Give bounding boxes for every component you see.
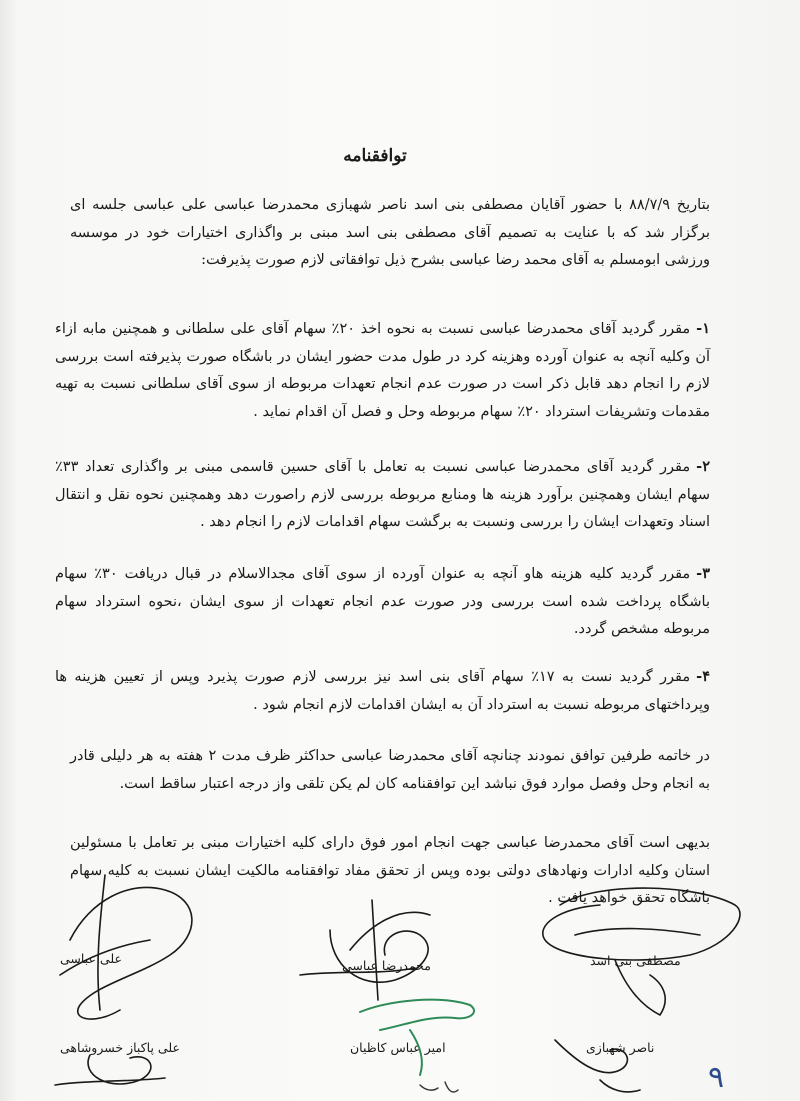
clause-3 <box>55 560 710 644</box>
clause-text: مقرر گردید نست به ۱۷٪ سهام آقای بنی اسد نیز بررسی لازم صورت پذیرد وپس از تعیین هزینه ها وپرداختهای مربوطه نسبت به استرداد آن به ایشان اقدامات لازم انجام شود . <box>55 669 710 713</box>
closing-paragraph-1: در خاتمه طرفین توافق نمودند چنانچه آقای محمدرضا عباسی حداکثر ظرف مدت ۲ هفته به هر دلیلی قادر به انجام وحل وفصل موارد فوق نباشد این توافقنامه کان لم یکن تلقی واز درجه اعتبار ساقط است. <box>70 748 711 792</box>
signature-label-naser-shahbazi: ناصر شهبازی <box>586 1040 655 1055</box>
clause-text: مقرر گردید کلیه هزینه هاو آنچه به عنوان آورده از سوی آقای مجدالاسلام در قبال دریافت ۳۰٪ سهام باشگاه پرداخت شده است بررسی ودر صورت عدم انجام تعهدات از سوی ایشان ،نحوه استرداد سهام مربوطه مشخص گردد. <box>55 566 710 637</box>
signature-label-bani-asad: مصطفی بنی اسد <box>590 953 681 968</box>
clause-text: مقرر گردید آقای محمدرضا عباسی نسبت به تعامل با آقای حسین قاسمی مبنی بر واگذاری تعداد ۳۳٪ سهام ایشان وهمچنین برآورد هزینه ها ومنابع مربوطه بررسی لازم راصورت دهد وهمچنین نحوه نقل و انتقال اسناد وتعهدات ایشان را بررسی ونسبت به برگشت سهام اقدامات لازم را انجام دهد . <box>55 459 710 530</box>
document-title: توافقنامه <box>343 146 407 166</box>
closing-paragraph-2: بدیهی است آقای محمدرضا عباسی جهت انجام امور فوق دارای کلیه اختیارات مبنی بر تعامل با مسئولین استان وکلیه ادارات ونهادهای دولتی بوده وپس از تحقق مفاد توافقنامه مالکیت ایشان نسبت به کلیه سهام باشگاه تحقق خواهد یافت . <box>70 835 710 906</box>
signature-label-ali-pakbaz: علی پاکباز خسروشاهی <box>60 1040 180 1055</box>
clause-1 <box>55 315 710 426</box>
clause-number: ۴- <box>696 668 710 685</box>
clause-text: مقرر گردید آقای محمدرضا عباسی نسبت به نحوه اخذ ۲۰٪ سهام آقای علی سلطانی و همچنین مابه ازاء آن وکلیه آنچه به عنوان آورده وهزینه کرد در طول مدت حضور ایشان در باشگاه صورت پذیرفته است بررسی لازم را انجام دهد قابل ذکر است در صورت عدم انجام تعهدات مربوطه از سوی آقای سلطانی نسبت به تهیه مقدمات وتشریفات استرداد ۲۰٪ سهام مربوطه وحل و فصل آن اقدام نماید . <box>55 321 710 420</box>
clause-number: ۱- <box>696 320 710 337</box>
signature-label-ali-abbasi: علی عباسی <box>60 951 122 966</box>
signature-label-mohammadreza-abbasi: محمدرضا عباسی <box>342 958 431 973</box>
clause-2 <box>55 453 710 537</box>
clause-number: ۳- <box>696 565 710 582</box>
clause-number: ۲- <box>696 458 710 475</box>
intro-paragraph: بتاریخ ۸۸/۷/۹ با حضور آقایان مصطفی بنی اسد ناصر شهبازی محمدرضا عباسی علی عباسی جلسه ای برگزار شد که با عنایت به تصمیم آقای مصطفی بنی اسد مبنی بر واگذاری اختیارات خود در موسسه ورزشی ابومسلم به آقای محمد رضا عباسی بشرح ذیل توافقاتی لازم صورت پذیرفت: <box>70 197 710 268</box>
page-number: ۹ <box>708 1060 725 1095</box>
clause-4 <box>55 663 710 719</box>
signature-label-amir-abbas-kazian: امیر عباس کاظیان <box>350 1040 446 1055</box>
